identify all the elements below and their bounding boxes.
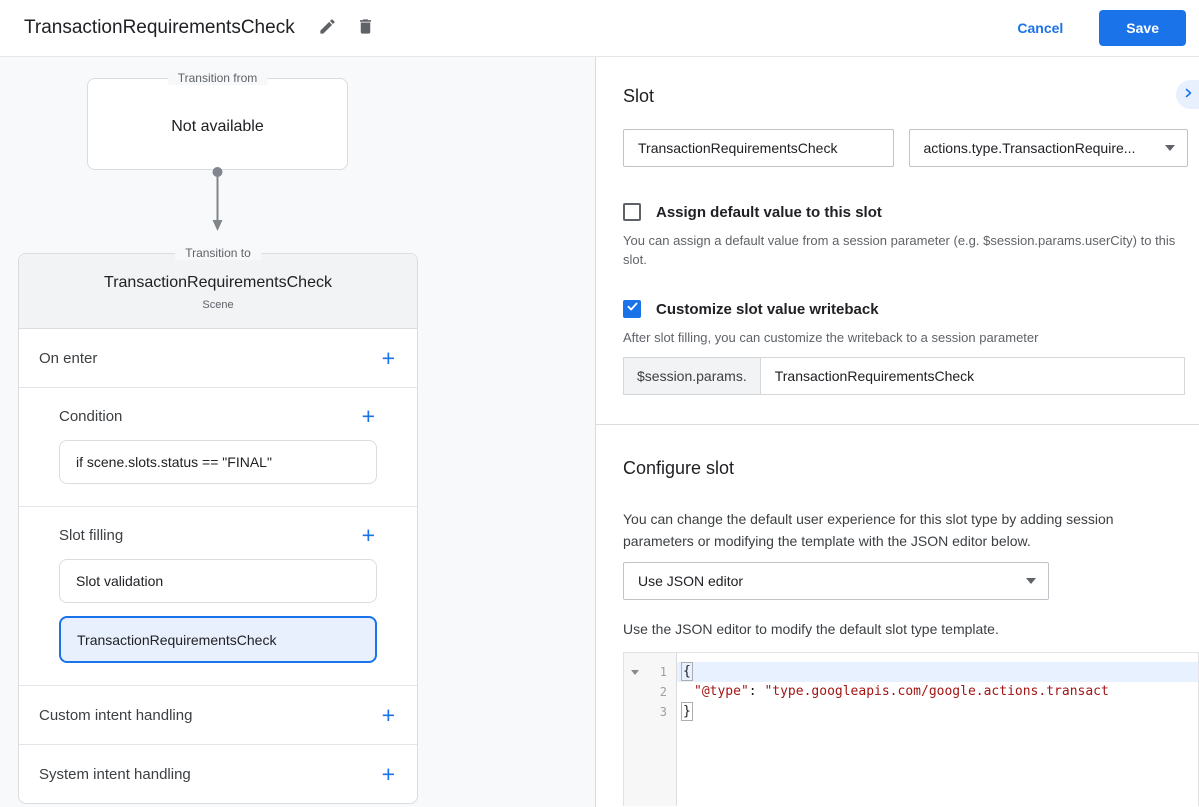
json-value: "type.googleapis.com/google.actions.transact xyxy=(764,684,1109,699)
configure-slot-description: You can change the default user experience for this slot type by adding session parameters or modifying the template with the JSON editor below. xyxy=(623,511,1114,549)
slot-name-input[interactable] xyxy=(623,129,894,167)
add-custom-intent-button[interactable] xyxy=(380,701,397,728)
add-slot-button[interactable] xyxy=(360,521,377,548)
editor-caption: Use the JSON editor to modify the default slot type template. xyxy=(623,621,999,637)
section-divider xyxy=(596,424,1199,425)
trash-icon xyxy=(356,17,375,39)
edit-button[interactable] xyxy=(313,13,343,43)
slot-type-value: actions.type.TransactionRequire... xyxy=(923,140,1136,156)
delete-button[interactable] xyxy=(351,13,381,43)
plus-icon: + xyxy=(361,402,375,429)
custom-intent-label: Custom intent handling xyxy=(39,706,193,724)
dropdown-caret-icon xyxy=(1165,145,1175,151)
line-number: 2 xyxy=(659,685,667,699)
dropdown-caret-icon xyxy=(1026,578,1036,584)
flow-canvas xyxy=(0,57,595,807)
pencil-icon xyxy=(318,17,337,39)
scene-card-header xyxy=(19,254,417,329)
scene-title: TransactionRequirementsCheck xyxy=(104,274,332,291)
writeback-field-group xyxy=(623,357,1185,395)
add-system-intent-button[interactable] xyxy=(380,760,397,787)
json-key: "@type" xyxy=(694,684,749,699)
slot-item-validation[interactable]: Slot validation xyxy=(59,559,377,603)
transition-from-box xyxy=(87,71,348,170)
plus-icon: + xyxy=(381,344,395,371)
app-header xyxy=(0,0,1199,57)
on-enter-label: On enter xyxy=(39,349,98,367)
section-custom-intent xyxy=(19,686,417,745)
condition-label: Condition xyxy=(59,407,123,425)
transition-to-legend: Transition to xyxy=(175,246,261,260)
condition-item[interactable]: if scene.slots.status == "FINAL" xyxy=(59,440,377,484)
transition-from-value: Not available xyxy=(171,118,264,135)
configure-slot-heading: Configure slot xyxy=(623,458,735,478)
writeback-description: After slot filling, you can customize the writeback to a session parameter xyxy=(623,330,1039,345)
editor-gutter xyxy=(624,653,677,806)
writeback-input[interactable] xyxy=(760,357,1185,395)
plus-icon: + xyxy=(381,701,395,728)
slot-heading: Slot xyxy=(623,86,655,106)
writeback-checkbox[interactable] xyxy=(623,300,641,318)
collapse-panel-button[interactable] xyxy=(1176,80,1199,109)
scene-subtitle: Scene xyxy=(202,299,234,311)
assign-default-label: Assign default value to this slot xyxy=(656,203,882,221)
json-editor xyxy=(623,652,1199,806)
transition-from-legend: Transition from xyxy=(168,71,268,85)
json-separator: : xyxy=(748,684,765,699)
editor-mode-value: Use JSON editor xyxy=(638,573,744,589)
plus-icon: + xyxy=(361,521,375,548)
code-line-1: { xyxy=(677,662,1198,682)
slot-type-select[interactable] xyxy=(909,129,1188,167)
slot-filling-label: Slot filling xyxy=(59,526,124,544)
code-line-2 xyxy=(677,682,1198,702)
section-condition xyxy=(19,388,417,507)
checkmark-icon xyxy=(626,300,639,318)
line-number: 3 xyxy=(659,705,667,719)
fold-toggle[interactable] xyxy=(624,670,646,675)
slot-item-selected[interactable]: TransactionRequirementsCheck xyxy=(59,616,377,663)
line-number: 1 xyxy=(659,665,667,679)
cancel-button[interactable]: Cancel xyxy=(1017,20,1064,36)
flow-arrow xyxy=(211,167,224,240)
editor-code-area[interactable] xyxy=(677,653,1198,806)
section-system-intent xyxy=(19,745,417,803)
chevron-down-icon xyxy=(631,670,639,675)
writeback-label: Customize slot value writeback xyxy=(656,300,879,318)
save-button[interactable]: Save xyxy=(1099,10,1186,46)
system-intent-label: System intent handling xyxy=(39,765,191,783)
plus-icon: + xyxy=(381,760,395,787)
assign-default-description: You can assign a default value from a session parameter (e.g. $session.params.userCity) to this slot. xyxy=(623,233,1176,267)
editor-mode-select[interactable] xyxy=(623,562,1049,600)
add-condition-button[interactable] xyxy=(360,402,377,429)
code-line-3: } xyxy=(683,704,691,719)
chevron-right-icon xyxy=(1182,87,1194,102)
section-on-enter xyxy=(19,329,417,388)
transition-to-card xyxy=(18,246,418,804)
section-slot-filling xyxy=(19,507,417,686)
assign-default-checkbox[interactable] xyxy=(623,203,641,221)
add-on-enter-button[interactable] xyxy=(380,344,397,371)
writeback-prefix: $session.params. xyxy=(623,357,760,395)
slot-details-panel xyxy=(595,57,1199,807)
page-title: TransactionRequirementsCheck xyxy=(24,17,295,38)
